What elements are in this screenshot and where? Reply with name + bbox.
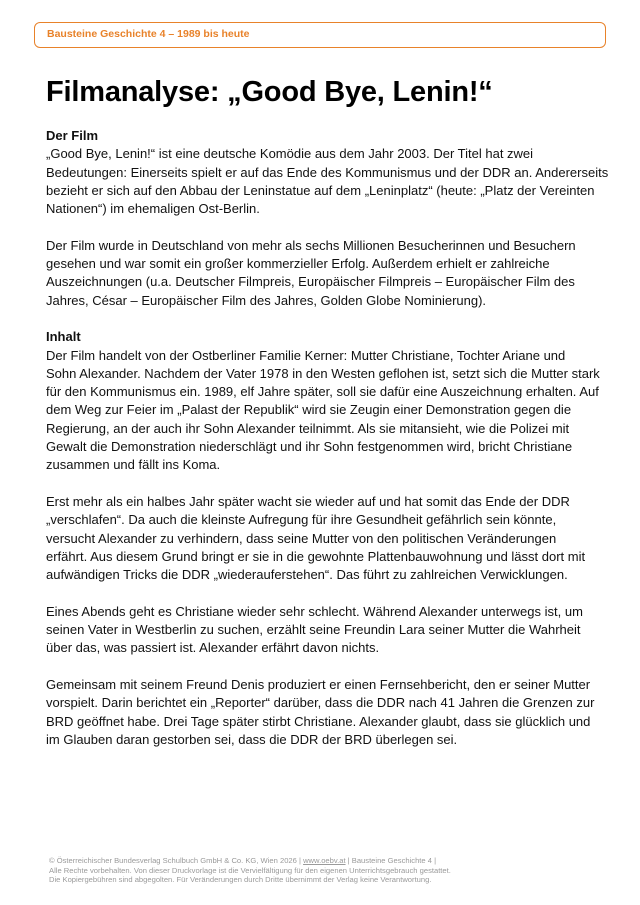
text-line: zusammen und fällt ins Koma. <box>46 457 221 473</box>
header-banner <box>34 22 606 48</box>
text-line: Jahres, César – Europäischer Film des Jahres, Golden Globe Nominierung). <box>46 292 487 308</box>
text-line: Der Film handelt von der Ostberliner Familie Kerner: Mutter Christiane, Tochter Ariane und <box>46 347 566 363</box>
text-line: erfährt. Aus diesem Grund bringt er sie in die gewohnte Plattenbauwohnung und lässt dort mit <box>46 548 586 564</box>
paragraph-content-2 <box>46 493 606 584</box>
text-line: Nationen“) im ehemaligen Ost-Berlin. <box>46 201 260 217</box>
text-line: Erst mehr als ein halbes Jahr später wacht sie wieder auf und hat somit das Ende der DDR <box>46 493 570 509</box>
paragraph-content-4 <box>46 676 606 749</box>
paragraph-content-1 <box>46 347 606 475</box>
footer-fees: Die Kopiergebühren sind abgegolten. Für Veränderungen durch Dritte übernimmt der Verlag keine Verantwortung. <box>49 875 432 884</box>
text-line: über das, was passiert ist. Alexander erfährt davon nichts. <box>46 640 380 656</box>
text-line: Bedeutungen: Einerseits spielt er auf das Ende des Kommunismus und der DDR an. Andererseits <box>46 164 609 180</box>
paragraph-film-2 <box>46 237 606 310</box>
text-line: bezieht er sich auf den Abbau der Leninstatue auf dem „Leninplatz“ (heute: „Platz der Vereinten <box>46 182 595 198</box>
text-line: Regierung, an der auch ihr Sohn Alexander teilnimmt. Als sie mitansieht, wie die Polizei mit <box>46 420 570 436</box>
text-line: gesehen und war somit ein großer kommerzieller Erfolg. Außerdem erhielt er zahlreiche <box>46 256 550 272</box>
text-line: Eines Abends geht es Christiane wieder sehr schlecht. Während Alexander unterwegs ist, um <box>46 603 583 619</box>
footer-series-text: | Bausteine Geschichte 4 | <box>345 856 437 865</box>
text-line: für den Kommunismus ein. 1989, elf Jahre später, soll sie dafür eine Auszeichnung erhalten. Auf <box>46 384 599 400</box>
section-heading-content: Inhalt <box>46 329 81 345</box>
text-line: seinen Vater in Westberlin zu suchen, erzählt seine Freundin Lara seiner Mutter die Wahrheit <box>46 622 581 638</box>
text-line: „verschlafen“. Da auch die kleinste Aufregung für ihre Gesundheit gefährlich sein könnte, <box>46 512 557 528</box>
text-line: aufwändigen Tricks die DDR „wiederauferstehen“. Das führt zu zahlreichen Verwicklungen. <box>46 567 568 583</box>
text-line: versucht Alexander zu verhindern, dass seine Mutter von den politischen Veränderungen <box>46 530 557 546</box>
footer-copyright <box>49 856 451 866</box>
text-line: „Good Bye, Lenin!“ ist eine deutsche Komödie aus dem Jahr 2003. Der Titel hat zwei <box>46 146 534 162</box>
text-line: dem Weg zur Feier im „Palast der Republik“ wird sie Zeugin einer Demonstration gegen die <box>46 402 572 418</box>
text-line: Der Film wurde in Deutschland von mehr als sechs Millionen Besucherinnen und Besuchern <box>46 237 576 253</box>
text-line: Gewalt die Demonstration niederschlägt und ihr Sohn festgenommen wird, bricht Christiane <box>46 439 573 455</box>
text-line: BRD geöffnet habe. Drei Tage später stirbt Christiane. Alexander glaubt, dass sie glücklich und <box>46 713 591 729</box>
footer-copyright-text: © Österreichischer Bundesverlag Schulbuch GmbH & Co. KG, Wien 2026 | <box>49 856 304 865</box>
footer <box>49 856 451 885</box>
publisher-link[interactable]: www.oebv.at <box>303 856 346 865</box>
text-line: im Glauben daran gestorben sei, dass die DDR der BRD überlegen sei. <box>46 731 458 747</box>
text-line: Gemeinsam mit seinem Freund Denis produziert er einen Fernsehbericht, den er seiner Mutter <box>46 676 591 692</box>
paragraph-content-3 <box>46 603 606 658</box>
header-label: Bausteine Geschichte 4 – 1989 bis heute <box>47 28 250 40</box>
text-line: Sohn Alexander. Nachdem der Vater 1978 in den Westen geflohen ist, setzt sich die Mutter stark <box>46 365 600 381</box>
text-line: Auszeichnungen (u.a. Deutscher Filmpreis, Europäischer Filmpreis – Europäischer Film des <box>46 274 575 290</box>
footer-rights: Alle Rechte vorbehalten. Von dieser Druckvorlage ist die Vervielfältigung für den eigenen Unterrichtsgebrauch gestattet. <box>49 865 451 875</box>
document-body <box>46 127 609 749</box>
section-heading-film: Der Film <box>46 128 99 143</box>
page-title: Filmanalyse: „Good Bye, Lenin!“ <box>46 76 493 108</box>
paragraph-film-1 <box>46 145 609 218</box>
text-line: vorspielt. Darin berichtet ein „Reporter“ darüber, dass die DDR nach 41 Jahren die Grenzen zur <box>46 695 595 711</box>
